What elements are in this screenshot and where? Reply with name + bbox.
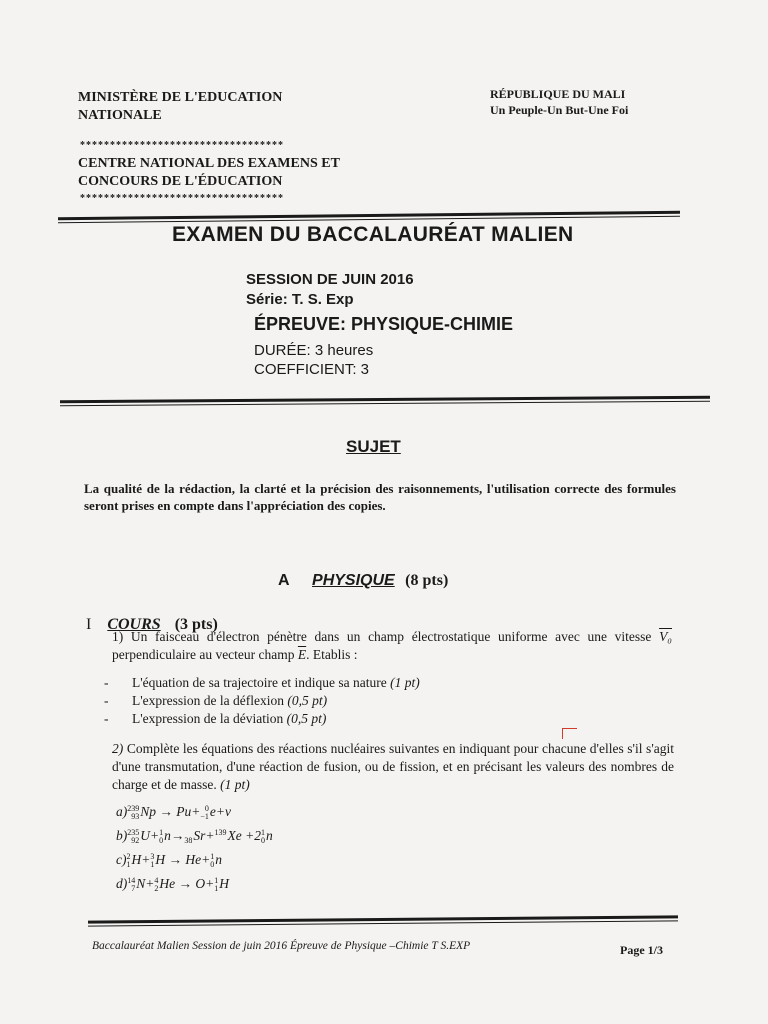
question-1-text-b: perpendiculaire au vecteur champ [112,647,295,662]
neutrino-symbol: +ν [215,804,231,819]
element-symbol: H+ [131,852,151,867]
question-1 [112,628,672,664]
charge-number: 0 [260,835,265,845]
mass-number: 0 [204,803,209,813]
element-symbol: He+ [185,852,211,867]
session-date: SESSION DE JUIN 2016 [246,271,414,288]
exam-coefficient: COEFFICIENT: 3 [254,361,370,378]
element-symbol: O+ [195,876,215,891]
reaction-arrow: → [159,804,173,819]
mass-number: 139 [214,827,227,837]
charge-number: 1 [150,859,155,869]
element-symbol: U+ [140,828,160,843]
charge-number: 0 [210,859,215,869]
bullet-text: L'expression de la déviation [132,711,284,726]
question-1-bullets [104,674,420,728]
list-item: - L'expression de la déflexion (0,5 pt) [104,693,328,708]
cours-roman: I [86,616,92,633]
bullet-points: (0,5 pt) [287,693,328,708]
element-symbol: H [219,876,229,891]
question-1-text-c: . Etablis : [306,647,358,662]
question-2-text: Complète les équations des réactions nucléaires suivantes en indiquant pour chacune d'elles s'il s'agit d'une transmutation, d'une réaction de fusion, ou de fission, et en précisant les valeurs des nombres de charge et de masse. [112,741,674,792]
charge-number: 1 [126,859,131,869]
charge-number: 2 [154,883,159,893]
exam-duration: DURÉE: 3 heures [254,342,374,359]
element-symbol: N+ [136,876,155,891]
equation-label: b) [116,828,128,843]
charge-number: −1 [200,811,209,821]
red-pen-mark [562,728,577,739]
section-points: (8 pts) [405,572,449,589]
duration-block [254,341,373,379]
bullet-text: L'équation de sa trajectoire et indique sa nature [132,675,387,690]
exam-centre-heading: CENTRE NATIONAL DES EXAMENS ET CONCOURS DE L'ÉDUCATION [78,156,340,189]
question-1-text-a: Un faisceau d'électron pénètre dans un champ électrostatique uniforme avec une vitesse [130,629,652,644]
star-separator-2: ********************************** [80,193,284,204]
exam-series: Série: T. S. Exp [246,291,354,308]
charge-number: 92 [131,835,140,845]
element-symbol: n [265,828,273,843]
charge-number: 7 [131,883,136,893]
session-block [246,270,414,310]
equation-label: d) [116,876,128,891]
element-symbol: Pu+ [176,804,201,819]
mass-number: 1 [260,827,265,837]
mass-number: 239 [127,803,140,813]
mass-number: 3 [150,851,155,861]
bullet-points: (0,5 pt) [286,711,327,726]
bullet-points: (1 pt) [390,675,420,690]
section-physique-heading [278,572,448,590]
field-vector: $\overline{E}$ [297,647,307,662]
element-symbol: Np [140,804,157,819]
question-1-number: 1) [112,629,124,644]
reaction-arrow: → [168,852,182,867]
mass-number: 1 [210,851,215,861]
equation-label: a) [116,804,128,819]
mass-number: 1 [159,827,164,837]
equation-label: c) [116,852,127,867]
element-symbol: n [215,852,222,867]
sujet-heading: SUJET [346,437,401,456]
equation-d [116,872,273,896]
mass-number: 2 [126,851,131,861]
reaction-arrow: → [178,876,192,891]
republic-motto: Un Peuple-Un But-Une Foi [490,103,629,117]
intro-paragraph: La qualité de la rédaction, la clarté et la précision des raisonnements, l'utilisation correcte des formules seront prises en compte dans l'appréciation des copies. [84,481,676,513]
bullet-text: L'expression de la déflexion [132,693,285,708]
element-symbol: Xe +2 [227,828,261,843]
cours-points: (3 pts) [174,616,218,633]
list-item: - L'expression de la déviation (0,5 pt) [104,711,327,726]
star-separator: ********************************** [80,140,284,151]
element-symbol: He [159,876,176,891]
element-symbol: Sr+ [193,828,215,843]
republic-name: RÉPUBLIQUE DU MALI [490,87,626,101]
charge-number: 0 [159,835,164,845]
charge-number: 1 [214,883,219,893]
question-2-number: 2) [112,741,124,756]
section-letter: A [278,572,290,589]
cours-name: COURS [107,616,161,633]
page-number: Page 1/3 [620,943,663,957]
element-symbol: n [164,828,171,843]
section-name: PHYSIQUE [312,572,395,589]
question-2 [112,740,674,794]
element-symbol: H [155,852,166,867]
mass-number: 4 [154,875,159,885]
mass-number: 14 [127,875,136,885]
equation-a [116,800,273,824]
nuclear-equations [116,800,273,896]
ministry-heading: MINISTÈRE DE L'EDUCATION NATIONALE [78,90,283,123]
reaction-arrow: → [170,828,185,843]
mass-number: 235 [127,827,140,837]
element-symbol: e [209,804,216,819]
charge-number: 93 [131,811,140,821]
equation-c [116,848,273,872]
mass-number: 1 [214,875,219,885]
republic-heading [490,86,628,118]
equation-b [116,824,273,848]
charge-number: 38 [184,835,193,845]
velocity-vector: V₀ [659,629,673,644]
exam-title: EXAMEN DU BACCALAURÉAT MALIEN [172,223,574,246]
list-item: - L'équation de sa trajectoire et indique sa nature (1 pt) [104,675,420,690]
exam-subject: ÉPREUVE: PHYSIQUE-CHIMIE [254,314,514,334]
question-2-points: (1 pt) [220,777,250,792]
footer-text: Baccalauréat Malien Session de juin 2016 Épreuve de Physique –Chimie T S.EXP [92,940,471,952]
